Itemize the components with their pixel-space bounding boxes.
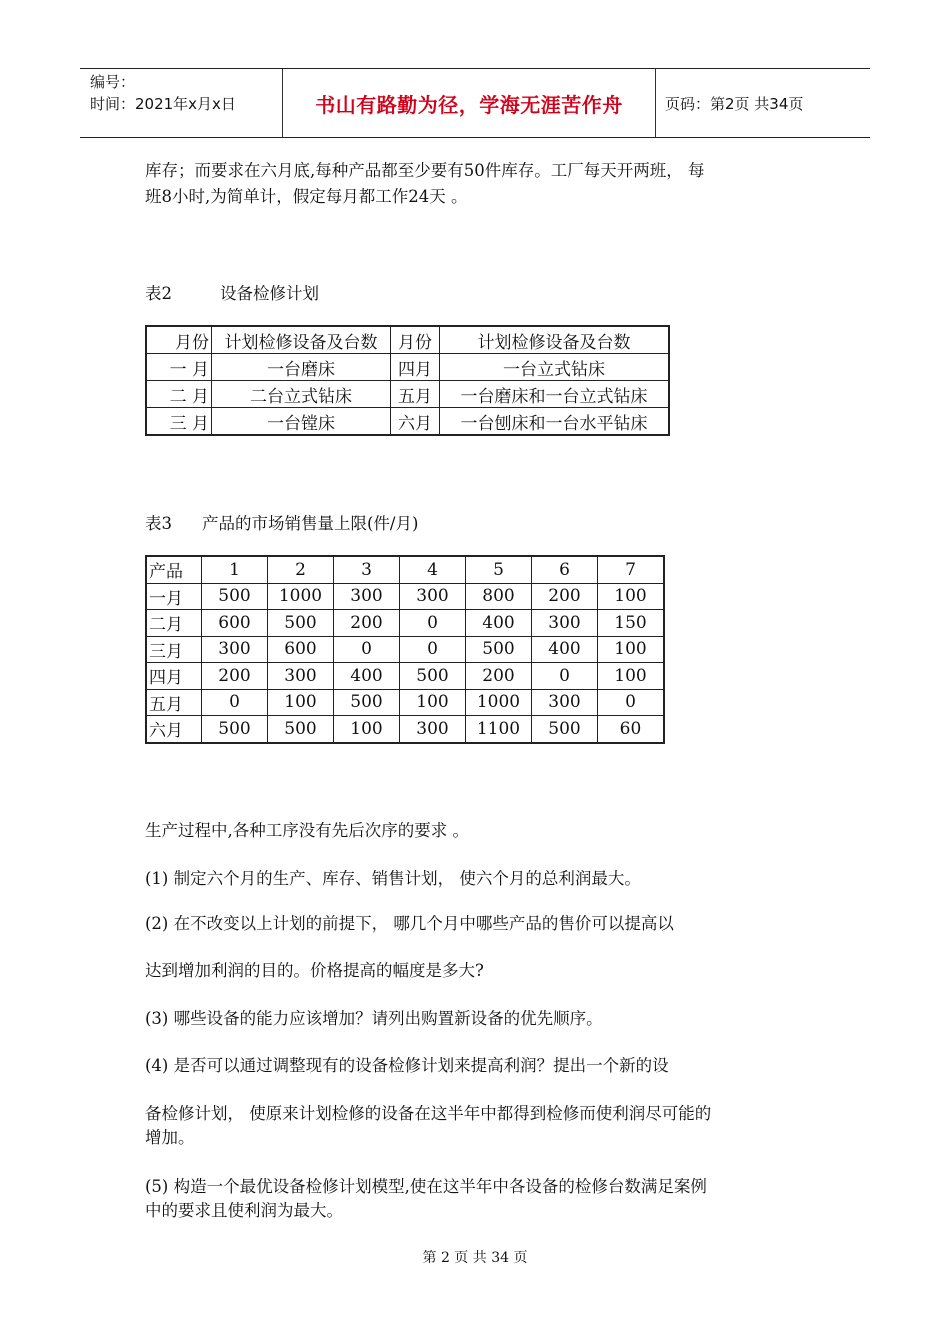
- table-cell: 100: [598, 663, 665, 690]
- header-page-label: 页码：第2页 共34页: [665, 94, 804, 113]
- table-header-row: [146, 326, 669, 354]
- question-2: (2) 在不改变以上计划的前提下， 哪几个月中哪些产品的售价可以提高以: [145, 914, 674, 933]
- table-cell: 500: [268, 716, 334, 743]
- table3-caption-number: 表3: [145, 514, 172, 533]
- table-cell: 500: [334, 689, 400, 716]
- table-header-cell: 7: [598, 556, 665, 583]
- intro-line: 库存；而要求在六月底,每种产品都至少要有50件库存。工厂每天开两班， 每: [145, 161, 705, 180]
- intro-line: 班8小时,为简单计，假定每月都工作24天 。: [145, 187, 468, 206]
- table-header-cell: 2: [268, 556, 334, 583]
- table-cell: 0: [202, 689, 268, 716]
- table-row: [146, 610, 664, 637]
- table-header-cell: 6: [532, 556, 598, 583]
- header-divider: [655, 69, 656, 137]
- table-cell: 二 月: [146, 381, 212, 408]
- table-cell: 六月: [391, 408, 440, 436]
- table3-caption-title: 产品的市场销售量上限(件/月): [202, 514, 419, 533]
- table-cell: 300: [532, 610, 598, 637]
- table-cell: 三月: [146, 636, 202, 663]
- page-footer: 第 2 页 共 34 页: [422, 1250, 528, 1266]
- table-cell: 1100: [466, 716, 532, 743]
- table-cell: 五月: [391, 381, 440, 408]
- table-cell: 0: [400, 636, 466, 663]
- table-header-cell: 产品: [146, 556, 202, 583]
- table-cell: 500: [202, 716, 268, 743]
- table-cell: 一台刨床和一台水平钻床: [440, 408, 670, 436]
- table-header-cell: 5: [466, 556, 532, 583]
- question-5-cont: 中的要求且使利润为最大。: [145, 1201, 343, 1220]
- header-meta: [90, 71, 280, 115]
- table-cell: 100: [334, 716, 400, 743]
- table-cell: 0: [334, 636, 400, 663]
- table-cell: 一月: [146, 583, 202, 610]
- table2-caption: [145, 280, 319, 304]
- table-cell: 200: [466, 663, 532, 690]
- table-cell: 600: [202, 610, 268, 637]
- table-cell: 300: [268, 663, 334, 690]
- header-motto: 书山有路勤为径，学海无涯苦作舟: [315, 92, 623, 117]
- table-cell: 500: [466, 636, 532, 663]
- table-cell: 二月: [146, 610, 202, 637]
- table-cell: 四月: [391, 354, 440, 381]
- question-5: (5) 构造一个最优设备检修计划模型,使在这半年中各设备的检修台数满足案例: [145, 1177, 707, 1196]
- table-cell: 一台立式钻床: [440, 354, 670, 381]
- table-cell: 一台磨床和一台立式钻床: [440, 381, 670, 408]
- table-cell: 0: [400, 610, 466, 637]
- table-row: [146, 636, 664, 663]
- table-cell: 1000: [268, 583, 334, 610]
- question-3: (3) 哪些设备的能力应该增加？请列出购置新设备的优先顺序。: [145, 1009, 603, 1028]
- table-cell: 1000: [466, 689, 532, 716]
- table-row: [146, 716, 664, 743]
- table-cell: 100: [598, 636, 665, 663]
- table-row: [146, 381, 669, 408]
- table-cell: 200: [532, 583, 598, 610]
- table-cell: 500: [268, 610, 334, 637]
- table-cell: 三 月: [146, 408, 212, 436]
- table-header-cell: 1: [202, 556, 268, 583]
- table-cell: 200: [202, 663, 268, 690]
- table-row: [146, 354, 669, 381]
- table-cell: 300: [532, 689, 598, 716]
- table-header-cell: 计划检修设备及台数: [440, 326, 670, 354]
- table-cell: 600: [268, 636, 334, 663]
- table-cell: 400: [466, 610, 532, 637]
- page-header: [80, 68, 870, 138]
- table-header-cell: 4: [400, 556, 466, 583]
- table-cell: 0: [532, 663, 598, 690]
- table-cell: 500: [532, 716, 598, 743]
- table-cell: 500: [400, 663, 466, 690]
- table3-caption: [145, 510, 418, 534]
- table-header-cell: 3: [334, 556, 400, 583]
- table-cell: 400: [532, 636, 598, 663]
- table-row: [146, 663, 664, 690]
- question-4-cont: 增加。: [145, 1128, 195, 1147]
- table-cell: 五月: [146, 689, 202, 716]
- table-cell: 0: [598, 689, 665, 716]
- table-cell: 800: [466, 583, 532, 610]
- table-header-cell: 计划检修设备及台数: [212, 326, 391, 354]
- table-cell: 四月: [146, 663, 202, 690]
- table-cell: 100: [598, 583, 665, 610]
- question-4: (4) 是否可以通过调整现有的设备检修计划来提高利润？提出一个新的设: [145, 1056, 669, 1075]
- table-cell: 400: [334, 663, 400, 690]
- table-header-row: [146, 556, 664, 583]
- table-cell: 300: [400, 716, 466, 743]
- table-cell: 一台磨床: [212, 354, 391, 381]
- table2-caption-title: 设备检修计划: [220, 284, 319, 303]
- table2-caption-number: 表2: [145, 284, 172, 303]
- sales-limit-table: [145, 555, 665, 744]
- body-paragraph: 生产过程中,各种工序没有先后次序的要求 。: [145, 821, 469, 840]
- table-row: [146, 583, 664, 610]
- question-1: (1) 制定六个月的生产、库存、销售计划， 使六个月的总利润最大。: [145, 869, 641, 888]
- table-header-cell: 月份: [146, 326, 212, 354]
- table-cell: 一 月: [146, 354, 212, 381]
- table-header-cell: 月份: [391, 326, 440, 354]
- table-cell: 500: [202, 583, 268, 610]
- table-cell: 100: [268, 689, 334, 716]
- table-cell: 一台镗床: [212, 408, 391, 436]
- table-cell: 60: [598, 716, 665, 743]
- date-label: 时间：2021年x月x日: [90, 95, 236, 113]
- maintenance-plan-table: [145, 325, 670, 436]
- table-row: [146, 408, 669, 436]
- table-cell: 300: [400, 583, 466, 610]
- table-cell: 100: [400, 689, 466, 716]
- table-cell: 300: [202, 636, 268, 663]
- table-cell: 二台立式钻床: [212, 381, 391, 408]
- table-cell: 六月: [146, 716, 202, 743]
- number-label: 编号：: [90, 73, 136, 91]
- table-cell: 150: [598, 610, 665, 637]
- question-2-cont: 达到增加利润的目的。价格提高的幅度是多大?: [145, 961, 484, 980]
- table-cell: 300: [334, 583, 400, 610]
- table-cell: 200: [334, 610, 400, 637]
- question-4-cont: 备检修计划， 使原来计划检修的设备在这半年中都得到检修而使利润尽可能的: [145, 1104, 712, 1123]
- table-row: [146, 689, 664, 716]
